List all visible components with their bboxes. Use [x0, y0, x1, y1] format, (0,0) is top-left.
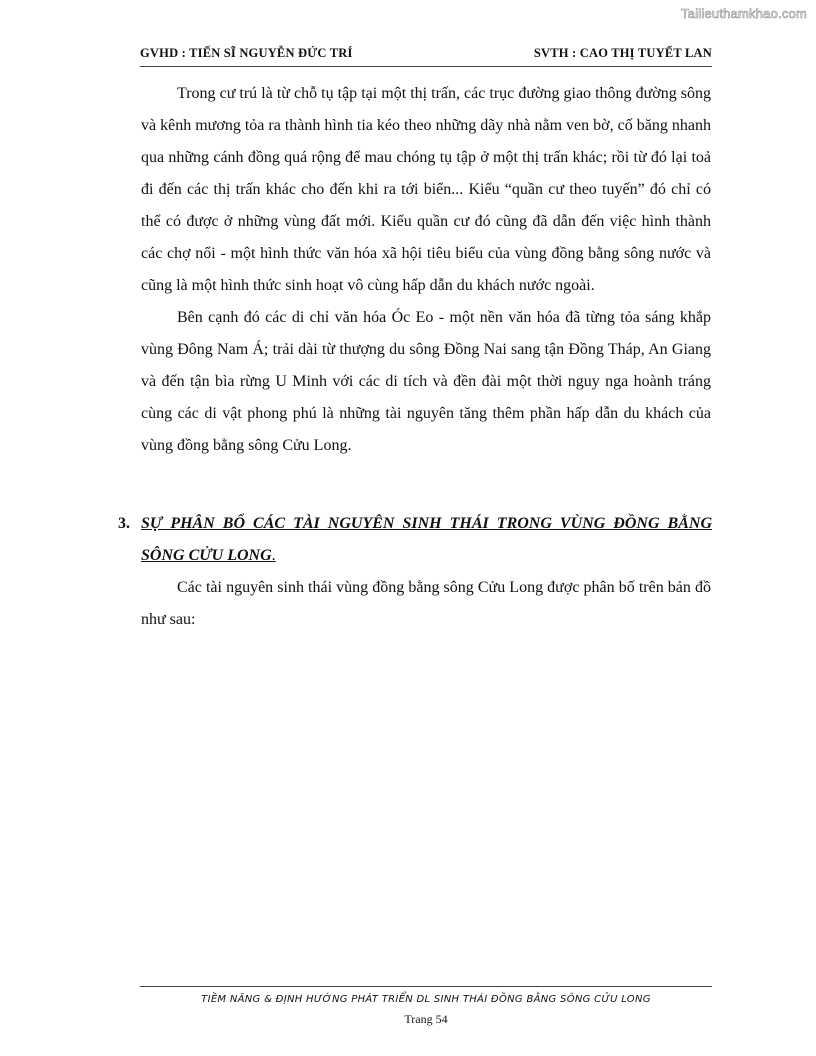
paragraph-distribution: Các tài nguyên sinh thái vùng đồng bằng sông Cửu Long được phân bố trên bản đồ như sau:: [141, 579, 711, 628]
section-title-text: SỰ PHÂN BỔ CÁC TÀI NGUYÊN SINH THÁI TRONG VÙNG ĐỒNG BẰNG SÔNG CỬU LONG: [141, 515, 712, 564]
paragraph-settlement: Trong cư trú là từ chỗ tụ tập tại một thị trấn, các trục đường giao thông đường sông và kênh mương tỏa ra thành hình tia kéo theo những dãy nhà nằm ven bờ, cố băng nhanh qua những cánh đồng quá rộng để mau chóng tụ tập ở một thị trấn khác; rồi từ đó lại toả đi đến các thị trấn khác cho đến khi ra tới biển... Kiểu “quần cư theo tuyến” đó chỉ có thể có được ở những vùng đất mới. Kiểu quần cư đó cũng đã dẫn đến việc hình thành các chợ nổi - một hình thức văn hóa xã hội tiêu biểu của vùng đồng bằng sông nước và cũng là một hình thức sinh hoạt vô cùng hấp dẫn du khách nước ngoài.: [141, 85, 711, 294]
header-divider: [140, 66, 712, 67]
header-student: SVTH : CAO THỊ TUYẾT LAN: [533, 46, 712, 60]
body-text: [141, 78, 711, 462]
section-title: [141, 508, 712, 572]
header-advisor: GVHD : TIẾN SĨ NGUYỄN ĐỨC TRÍ: [140, 46, 353, 60]
section-title-period: .: [271, 547, 276, 564]
section-heading: [118, 508, 712, 572]
footer-title: TIỀM NĂNG & ĐỊNH HƯỚNG PHÁT TRIỂN DL SINH THÁI ĐỒNG BẰNG SÔNG CỬU LONG: [201, 994, 651, 1005]
footer-divider: [140, 986, 712, 987]
section-body: [141, 572, 711, 636]
page-number: Trang 54: [404, 1012, 448, 1026]
watermark: Tailieuthamkhao.com: [681, 6, 807, 21]
section-number: 3.: [118, 515, 130, 532]
page-header: [140, 46, 712, 61]
paragraph-oc-eo: Bên cạnh đó các di chỉ văn hóa Óc Eo - một nền văn hóa đã từng tỏa sáng khắp vùng Đông Nam Á; trải dài từ thượng du sông Đồng Nai sang tận Đồng Tháp, An Giang và đến tận bìa rừng U Minh với các di tích và đền đài một thời nguy nga hoành tráng cùng các di vật phong phú là những tài nguyên tăng thêm phần hấp dẫn du khách của vùng đồng bằng sông Cửu Long.: [141, 309, 711, 454]
